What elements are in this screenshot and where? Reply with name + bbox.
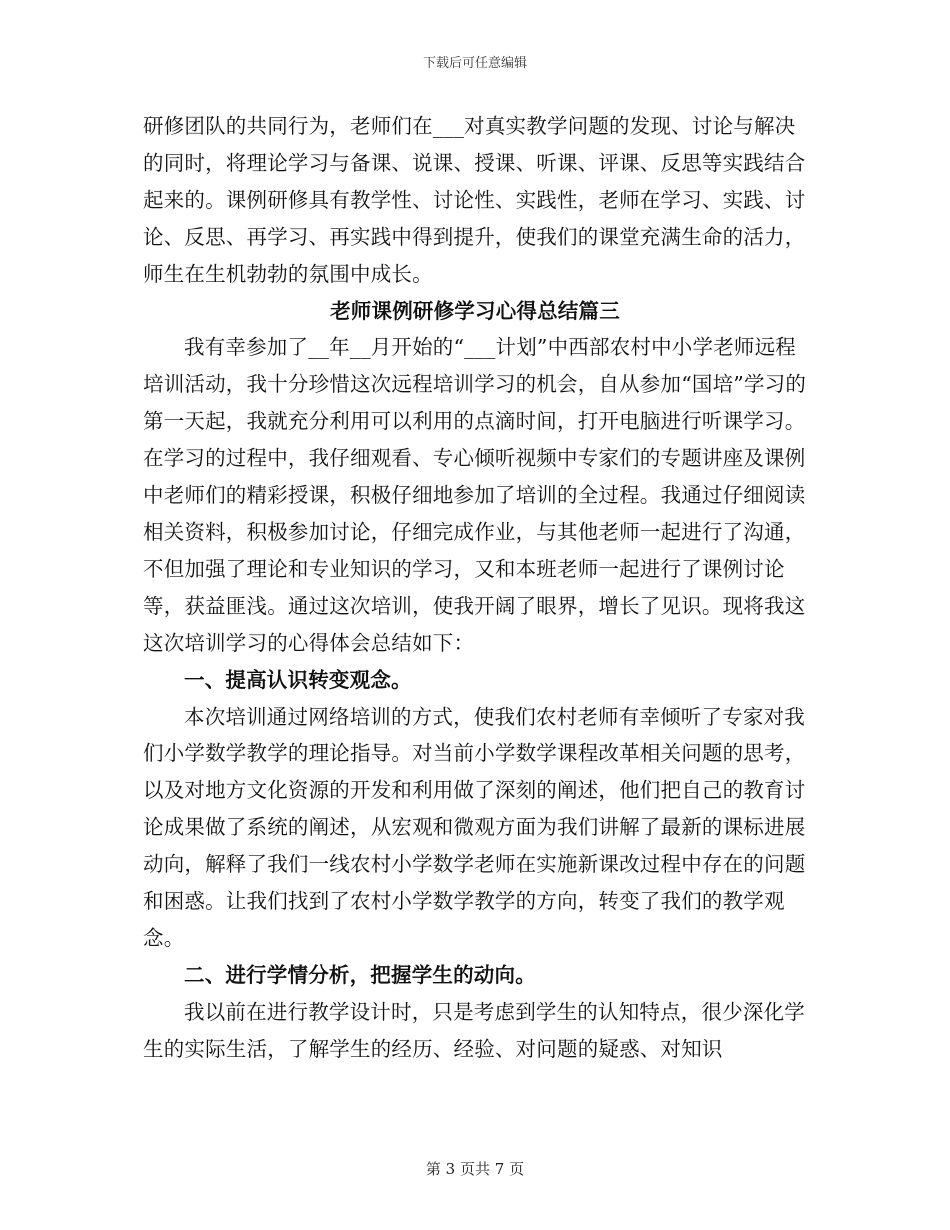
page-header: 下载后可任意编辑 (422, 56, 527, 71)
paragraph-point-two: 我以前在进行教学设计时，只是考虑到学生的认知特点，很少深化学生的实际生活，了解学生的经历、经验、对问题的疑惑、对知识 (143, 999, 805, 1061)
section-title: 老师课例研修学习心得总结篇三 (330, 298, 620, 323)
paragraph-intro: 我有幸参加了__年__月开始的“___计划”中西部农村中小学老师远程培训活动，我十分珍惜这次远程培训学习的机会，自从参加“国培”学习的第一天起，我就充分利用可以利用的点滴时间，打开电脑进行听课学习。在学习的过程中，我仔细观看、专心倾听视频中专家们的专题讲座及课例中老师们的精彩授课，积极仔细地参加了培训的全过程。我通过仔细阅读相关资料，积极参加讨论，仔细完成作业，与其他老师一起进行了沟通，不但加强了理论和专业知识的学习，又和本班老师一起进行了课例讨论等，获益匪浅。通过这次培训，使我开阔了眼界，增长了见识。现将我这这次培训学习的心得体会总结如下： (143, 335, 807, 655)
page-footer: 第 3 页共 7 页 (425, 1160, 525, 1178)
document-body (143, 108, 807, 1068)
paragraph-continued: 研修团队的共同行为，老师们在___对真实教学问题的发现、讨论与解决的同时，将理论学习与备课、说课、授课、听课、评课、反思等实践结合起来的。课例研修具有教学性、讨论性、实践性，老师在学习、实践、讨论、反思、再学习、再实践中得到提升，使我们的课堂充满生命的活力，师生在生机勃勃的氛围中成长。 (143, 114, 806, 286)
heading-point-two: 二、进行学情分析，把握学生的动向。 (184, 962, 536, 987)
heading-point-one: 一、提高认识转变观念。 (184, 667, 412, 692)
paragraph-point-one: 本次培训通过网络培训的方式，使我们农村老师有幸倾听了专家对我们小学数学教学的理论指导。对当前小学数学课程改革相关问题的思考，以及对地方文化资源的开发和利用做了深刻的阐述，他们把自己的教育讨论成果做了系统的阐述，从宏观和微观方面为我们讲解了最新的课标进展动向，解释了我们一线农村小学数学老师在实施新课改过程中存在的问题和困惑。让我们找到了农村小学数学教学的方向，转变了我们的教学观念。 (143, 704, 806, 950)
